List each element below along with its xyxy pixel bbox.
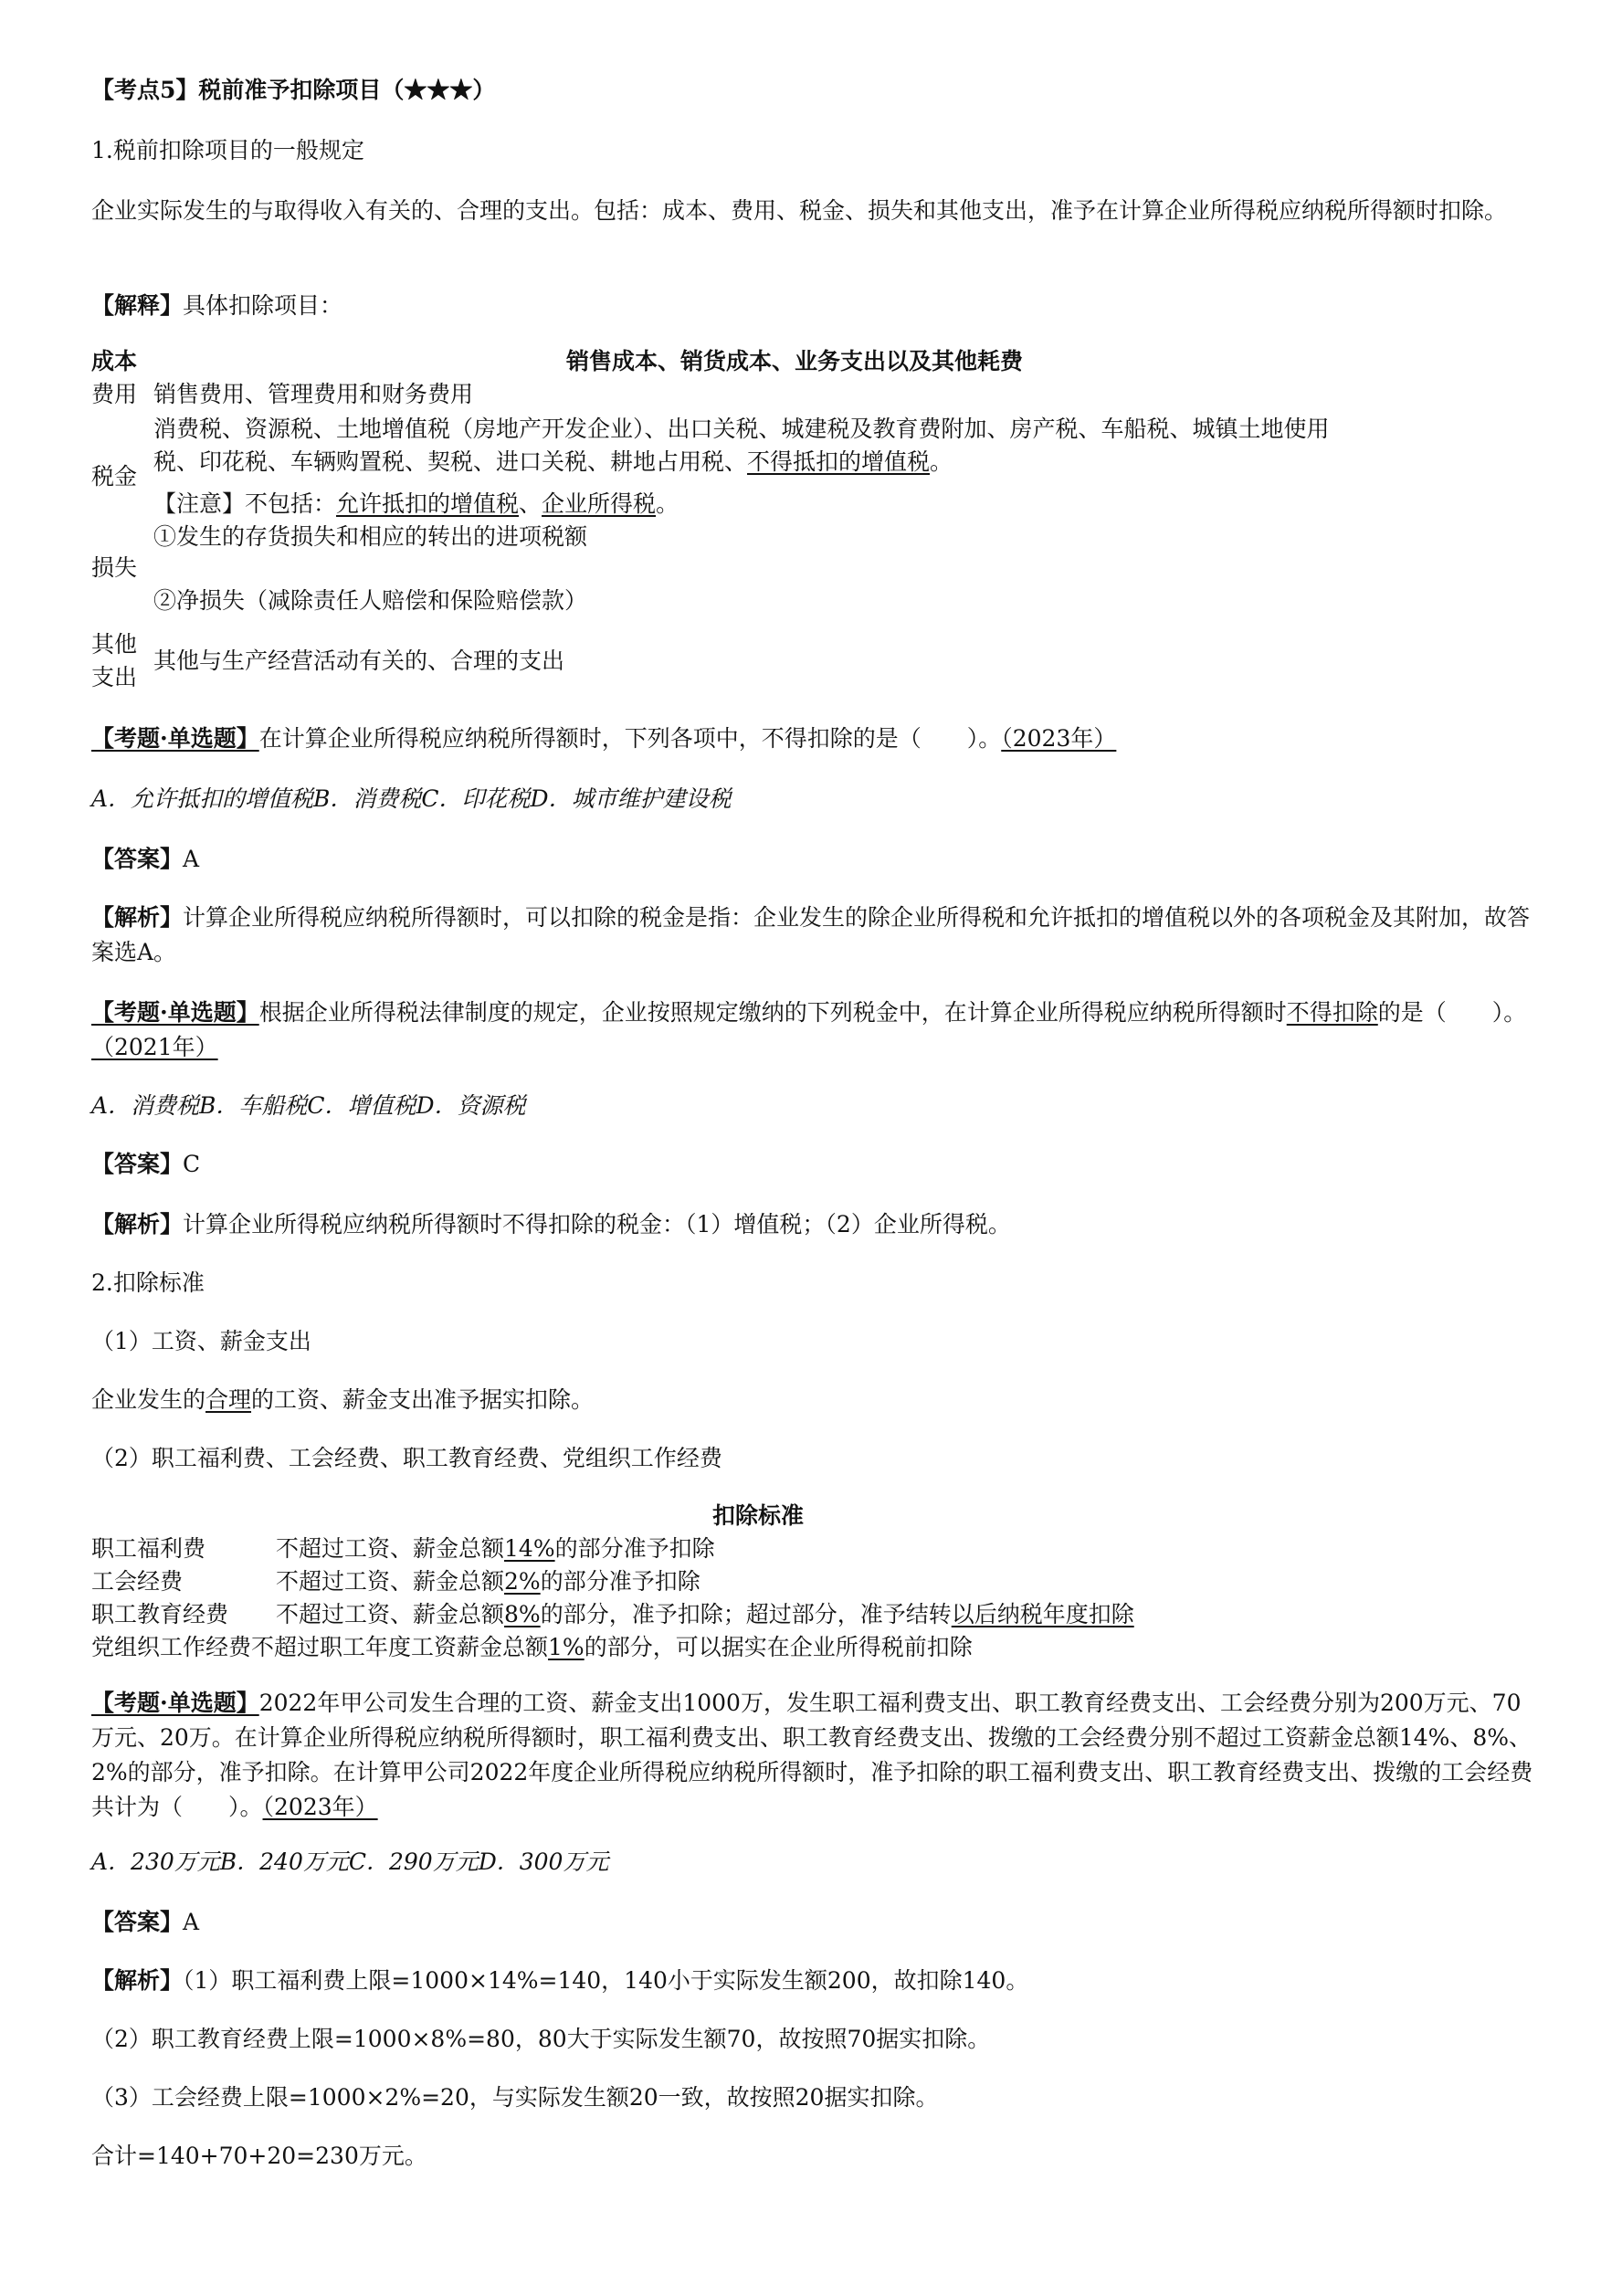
row-loss-label: 损失 [91, 554, 138, 581]
explanation-line [91, 289, 1543, 323]
q3-answer: 【答案】A [91, 1909, 200, 1935]
q3-year: （2023年） [262, 1794, 378, 1820]
table1-header-left: 成本 [91, 348, 138, 374]
t2-row-label: 职工教育经费 [91, 1601, 229, 1627]
q3-tag: 【考题·单选题】 [91, 1690, 259, 1716]
q3-total: 合计=140+70+20=230万元。 [91, 2143, 427, 2169]
row-tax-line2: 税、印花税、车辆购置税、契税、进口关税、耕地占用税、不得抵扣的增值税。 [153, 448, 953, 475]
row-loss-line1: ①发生的存货损失和相应的转出的进项税额 [153, 523, 588, 550]
row-other-label-2: 支出 [91, 664, 138, 690]
subsection-1-heading: （1）工资、薪金支出 [91, 1328, 311, 1354]
table2-header: 扣除标准 [712, 1502, 805, 1529]
t2-row-label: 工会经费 [91, 1568, 184, 1595]
q3-stem: 【考题·单选题】2022年甲公司发生合理的工资、薪金支出1000万，发生职工福利费支出、职工教育经费支出、工会经费分别为200万元、70万元、20万。在计算企业所得税应纳税所得额时，职工福利费支出、职工教育经费支出、拨缴的工会经费分别不超过工资薪金总额14%、8%、2%的部分，准予扣除。在计算甲公司2022年度企业所得税应纳税所得额时，准予扣除的职工福利费支出、职工教育经费支出、拨缴的工会经费共计为（ ）。（2023年） [91, 1690, 1533, 1820]
q1-options: A．允许抵扣的增值税B．消费税C．印花税D．城市维护建设税 [91, 785, 732, 812]
t2-row-text: 不超过工资、薪金总额2%的部分准予扣除 [276, 1568, 700, 1595]
q1-tag: 【考题·单选题】 [91, 725, 259, 752]
q2-stem: 【考题·单选题】根据企业所得税法律制度的规定，企业按照规定缴纳的下列税金中，在计算企业所得税应纳税所得额时不得扣除的是（ ）。（2021年） [91, 999, 1527, 1060]
deduction-items-table [91, 345, 1543, 701]
non-deductible-vat: 不得抵扣的增值税 [747, 448, 931, 475]
row-other-label-1: 其他 [91, 631, 138, 658]
q1-analysis: 【解析】计算企业所得税应纳税所得额时，可以扣除的税金是指：企业发生的除企业所得税和允许抵扣的增值税以外的各项税金及其附加，故答案选A。 [91, 904, 1531, 965]
section-title: 【考点5】税前准予扣除项目（★★★） [91, 77, 496, 103]
q3-analysis-3: （3）工会经费上限=1000×2%=20，与实际发生额20一致，故按照20据实扣除。 [91, 2084, 939, 2111]
t2-row-text: 不超过工资、薪金总额14%的部分准予扣除 [276, 1535, 715, 1562]
table1-header-right: 销售成本、销货成本、业务支出以及其他耗费 [566, 348, 1024, 374]
q2-year: （2021年） [91, 1034, 218, 1060]
row-tax-label: 税金 [91, 463, 138, 490]
explanation-tag: 【解释】 [91, 292, 184, 319]
t2-row-label: 职工福利费 [91, 1535, 206, 1562]
q2-tag: 【考题·单选题】 [91, 999, 259, 1026]
t2-row-text: 党组织工作经费不超过职工年度工资薪金总额1%的部分，可以据实在企业所得税前扣除 [91, 1634, 973, 1660]
q1-answer: 【答案】A [91, 846, 200, 872]
subsection-2-heading: （2）职工福利费、工会经费、职工教育经费、党组织工作经费 [91, 1445, 722, 1471]
row-fee-text: 销售费用、管理费用和财务费用 [153, 381, 474, 407]
q2-answer: 【答案】C [91, 1151, 201, 1177]
section-1-heading: 1.税前扣除项目的一般规定 [91, 137, 364, 163]
q3-analysis-1: 【解析】（1）职工福利费上限=1000×14%=140，140小于实际发生额200，故扣除140。 [91, 1967, 1029, 1994]
general-rule-paragraph: 企业实际发生的与取得收入有关的、合理的支出。包括：成本、费用、税金、损失和其他支出，准予在计算企业所得税应纳税所得额时扣除。 [91, 197, 1508, 224]
q3-options: A．230万元B．240万元C．290万元D．300万元 [91, 1848, 609, 1875]
row-tax-line1: 消费税、资源税、土地增值税（房地产开发企业）、出口关税、城建税及教育费附加、房产税、车船税、城镇土地使用 [153, 416, 1330, 442]
q1-year: （2023年） [1001, 725, 1117, 752]
t2-row-text: 不超过工资、薪金总额8%的部分，准予扣除；超过部分，准予结转以后纳税年度扣除 [276, 1601, 1134, 1627]
row-other-text: 其他与生产经营活动有关的、合理的支出 [153, 648, 565, 674]
q2-analysis: 【解析】计算企业所得税应纳税所得额时不得扣除的税金：（1）增值税；（2）企业所得税。 [91, 1211, 1011, 1238]
wage-rule: 企业发生的合理的工资、薪金支出准予据实扣除。 [91, 1386, 595, 1413]
section-2-heading: 2.扣除标准 [91, 1269, 205, 1296]
row-fee-label: 费用 [91, 381, 138, 407]
explanation-text: 具体扣除项目： [183, 292, 343, 319]
row-tax-note: 【注意】不包括：允许抵扣的增值税、企业所得税。 [153, 490, 679, 517]
deduction-standards-table [91, 1500, 1543, 1664]
row-loss-line2: ②净损失（减除责任人赔偿和保险赔偿款） [153, 587, 588, 614]
q1-stem: 【考题·单选题】在计算企业所得税应纳税所得额时，下列各项中，不得扣除的是（ ）。（2023年） [91, 725, 1117, 752]
q3-analysis-2: （2）职工教育经费上限=1000×8%=80，80大于实际发生额70，故按照70据实扣除。 [91, 2026, 991, 2052]
q2-options: A．消费税B．车船税C．增值税D．资源税 [91, 1092, 526, 1119]
